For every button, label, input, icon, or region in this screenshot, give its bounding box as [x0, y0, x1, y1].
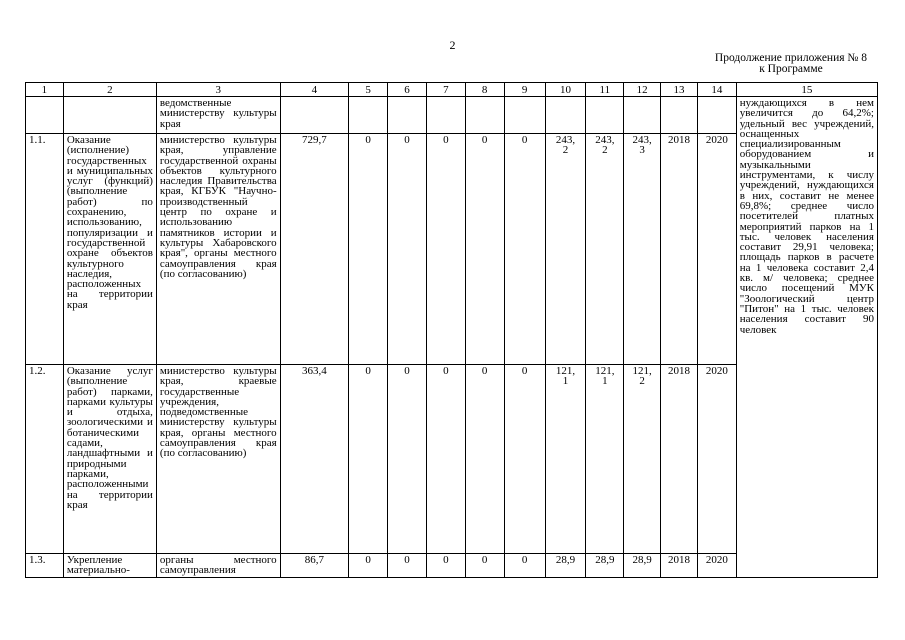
end-year: 2020: [697, 554, 736, 578]
column-header: 1: [26, 83, 64, 97]
total-amount: 363,4: [280, 365, 349, 554]
column-header: 2: [63, 83, 156, 97]
program-table: [25, 82, 878, 578]
table-cell: [624, 97, 661, 134]
table-cell: [388, 97, 427, 134]
value-cell: 0: [504, 554, 545, 578]
table-cell: [26, 97, 64, 134]
total-amount: 86,7: [280, 554, 349, 578]
table-cell: [63, 97, 156, 134]
total-amount: 729,7: [280, 134, 349, 365]
value-cell: 121, 2: [624, 365, 661, 554]
value-cell: 28,9: [586, 554, 624, 578]
value-cell: 0: [465, 134, 504, 365]
executor-cell: органы местного самоуправления: [156, 554, 280, 578]
value-cell: 121, 1: [545, 365, 586, 554]
indicator-cell: нуждающихся в нем увеличится до 64,2%; удельный вес учреждений, оснащенных специализированным оборудованием и музыкальными инструментами, к числу учреждений, нуждающихся в них, составит не менее 69,8%; среднее число посетителей платных мероприятий парков на 1 тыс. человек населения составит 29,91 человека; площадь парков в расчете на 1 человека составит 2,4 кв. м/ человека; среднее число посещений МУК "Зоологический центр "Питон" на 1 тыс. человек населения составит 90 человек: [736, 97, 877, 578]
value-cell: 0: [504, 365, 545, 554]
column-number-row: [26, 83, 878, 97]
start-year: 2018: [661, 365, 698, 554]
value-cell: 0: [388, 554, 427, 578]
value-cell: 243, 2: [545, 134, 586, 365]
start-year: 2018: [661, 554, 698, 578]
activity-name: Оказание (исполнение) государственных и муниципальных услуг (функций) (выполнение работ) по сохранению, использованию, популяризации и государственной охране объектов культурного наследия, расположенных на территории края: [63, 134, 156, 365]
value-cell: 0: [504, 134, 545, 365]
value-cell: 243, 3: [624, 134, 661, 365]
column-header: 13: [661, 83, 698, 97]
start-year: 2018: [661, 134, 698, 365]
end-year: 2020: [697, 365, 736, 554]
table-cell: [697, 97, 736, 134]
table-cell: [465, 97, 504, 134]
column-header: 5: [349, 83, 388, 97]
column-header: 15: [736, 83, 877, 97]
value-cell: 0: [349, 134, 388, 365]
value-cell: 28,9: [545, 554, 586, 578]
column-header: 8: [465, 83, 504, 97]
page-number: 2: [449, 38, 456, 52]
executor-cell: министерство культуры края, управление государственной охраны объектов культурного наследия Правительства края, КГБУК "Научно-производственный центр по охране и использованию памятников истории и культуры Хабаровского края", органы местного самоуправления края (по согласованию): [156, 134, 280, 365]
column-header: 11: [586, 83, 624, 97]
table-cell: [504, 97, 545, 134]
executor-cell: министерство культуры края, краевые государственные учреждения, подведомственные министерству культуры края, органы местного самоуправления края (по согласованию): [156, 365, 280, 554]
end-year: 2020: [697, 134, 736, 365]
column-header: 7: [426, 83, 465, 97]
column-header: 3: [156, 83, 280, 97]
value-cell: 0: [465, 554, 504, 578]
column-header: 4: [280, 83, 349, 97]
value-cell: 0: [465, 365, 504, 554]
value-cell: 0: [426, 554, 465, 578]
executor-cell: ведомственные министерству культуры края: [156, 97, 280, 134]
column-header: 12: [624, 83, 661, 97]
continuation-row: [26, 97, 878, 134]
column-header: 10: [545, 83, 586, 97]
column-header: 6: [388, 83, 427, 97]
value-cell: 0: [426, 134, 465, 365]
activity-name: Оказание услуг (выполнение работ) парками, парками культуры и отдыха, зоологическими и ботаническими садами, ландшафтными и природными парками, расположенными на территории края: [63, 365, 156, 554]
value-cell: 0: [388, 134, 427, 365]
value-cell: 121, 1: [586, 365, 624, 554]
column-header: 14: [697, 83, 736, 97]
activity-name: Укрепление материально-: [63, 554, 156, 578]
table-cell: [545, 97, 586, 134]
row-number: 1.3.: [26, 554, 64, 578]
appendix-line-2: к Программе: [759, 63, 823, 75]
value-cell: 0: [349, 554, 388, 578]
table-cell: [661, 97, 698, 134]
value-cell: 0: [349, 365, 388, 554]
column-header: 9: [504, 83, 545, 97]
appendix-note: [715, 53, 867, 75]
value-cell: 0: [426, 365, 465, 554]
value-cell: 243, 2: [586, 134, 624, 365]
row-number: 1.2.: [26, 365, 64, 554]
value-cell: 0: [388, 365, 427, 554]
table-cell: [280, 97, 349, 134]
row-number: 1.1.: [26, 134, 64, 365]
appendix-line-1: Продолжение приложения № 8: [714, 52, 867, 64]
table-cell: [586, 97, 624, 134]
table-cell: [426, 97, 465, 134]
table-cell: [349, 97, 388, 134]
value-cell: 28,9: [624, 554, 661, 578]
